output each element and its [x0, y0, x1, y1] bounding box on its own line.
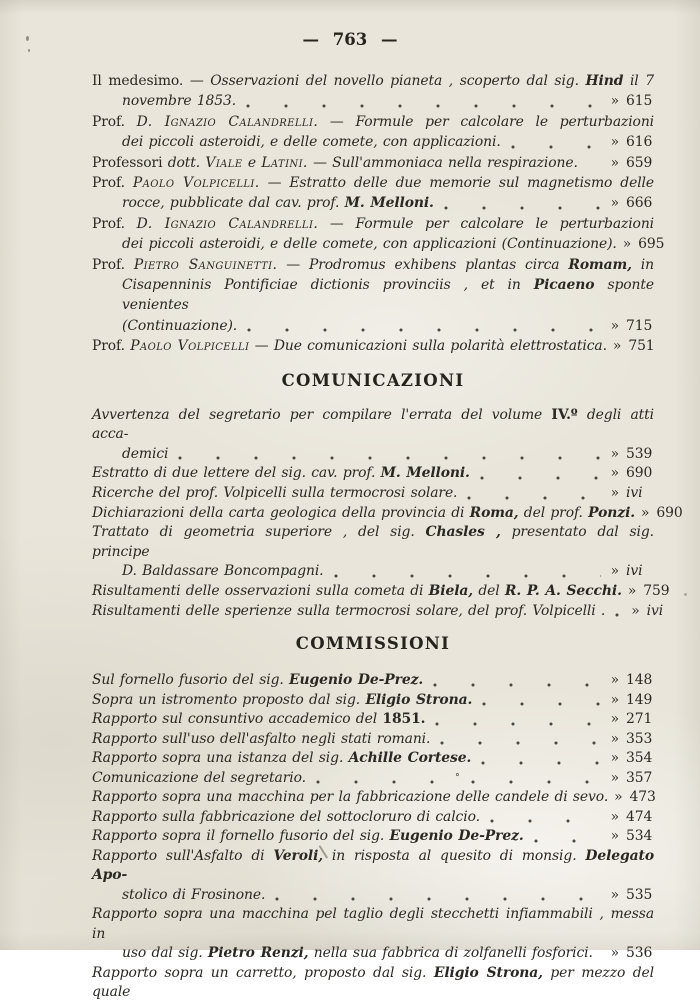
toc-line	[92, 523, 654, 562]
page-ref-value: 271	[626, 711, 653, 728]
guillemet-mark: »	[610, 154, 619, 171]
page-ref-value: 535	[626, 886, 653, 903]
toc-line	[92, 562, 654, 582]
text-segment: —	[249, 338, 274, 355]
page-ref	[623, 234, 666, 254]
text-segment: Prodromus exhibens plantas circa	[308, 256, 569, 273]
toc-text	[92, 769, 306, 789]
text-segment: Trattato di geometria superiore , del sig.	[92, 524, 426, 541]
toc-line	[92, 91, 654, 111]
text-segment: stolico di Frosinone.	[122, 886, 266, 903]
toc-line	[92, 464, 654, 484]
page-ref-value: 690	[626, 465, 653, 482]
dot-leader	[471, 780, 600, 784]
text-segment: Hind	[585, 73, 624, 89]
toc-line	[92, 193, 654, 213]
page-ref	[611, 691, 654, 711]
toc-text	[92, 112, 654, 132]
toc-text	[122, 91, 236, 111]
text-segment: Chasles ,	[425, 524, 501, 541]
text-segment: Rapporto sopra un carretto, proposto dal sig.	[92, 964, 434, 981]
page-ref-value: 715	[626, 317, 653, 334]
section-memorie	[92, 71, 665, 357]
page-ref	[611, 944, 654, 964]
toc-line	[92, 445, 654, 465]
toc-line	[92, 730, 654, 750]
toc-line	[92, 808, 654, 828]
page-ref-value: ivi	[626, 563, 643, 580]
page-ref-value: 474	[626, 808, 653, 825]
toc-text	[122, 316, 237, 336]
toc-line	[92, 406, 654, 445]
toc-line	[92, 964, 654, 1003]
text-segment: Rapporto sull'Asfalto di	[92, 847, 274, 864]
toc-text	[92, 523, 654, 562]
toc-line	[92, 691, 654, 711]
toc-text	[92, 730, 430, 750]
toc-text	[92, 808, 480, 828]
text-segment: Roma,	[469, 504, 519, 521]
text-segment: Eugenio De-Prez.	[389, 828, 524, 845]
text-segment: Viale	[205, 154, 243, 171]
dot-leader	[178, 456, 600, 460]
toc-text	[92, 71, 654, 91]
page-ref	[628, 582, 671, 602]
guillemet-mark: »	[612, 338, 622, 355]
toc-entries	[92, 71, 665, 357]
page-ref	[611, 153, 654, 173]
text-segment: Sul fornello fusorio del sig.	[92, 672, 289, 689]
toc-line	[92, 336, 654, 356]
page-ref-value: 354	[626, 750, 653, 767]
guillemet-mark: »	[610, 465, 619, 482]
guillemet-mark: »	[641, 504, 650, 521]
page-ref-value: 149	[626, 691, 653, 708]
toc-text	[92, 464, 470, 484]
guillemet-mark: »	[610, 730, 619, 747]
text-segment: Paolo Volpicelli.	[132, 175, 260, 192]
text-segment: Pietro Sanguinetti.	[133, 256, 278, 273]
toc-line	[92, 173, 654, 193]
toc-line	[92, 602, 664, 622]
page-ref	[611, 671, 654, 691]
page-ref	[611, 808, 654, 828]
toc-line	[92, 827, 654, 847]
dot-leader	[444, 206, 601, 210]
page-ref-value: 616	[626, 134, 653, 151]
text-segment: IV.º	[551, 406, 578, 423]
text-segment: Comunicazione del segretario.	[92, 769, 306, 786]
text-segment: Prof.	[92, 215, 137, 232]
guillemet-mark: »	[610, 711, 619, 728]
text-segment: rocce, pubblicate dal cav. prof.	[122, 195, 345, 212]
stray-mark: °	[455, 772, 460, 783]
toc-text	[92, 691, 472, 711]
text-segment: —	[277, 256, 309, 273]
text-segment: del	[473, 583, 505, 600]
toc-line	[92, 788, 654, 808]
page-ref	[611, 827, 654, 847]
text-segment: dei piccoli asteroidi, e delle comete, con applicazioni.	[122, 134, 501, 151]
text-segment: —	[318, 215, 356, 232]
text-segment: Rapporto sopra una macchina per la fabbricazione delle candele di sevo.	[92, 789, 609, 806]
text-segment: D. Ignazio Calandrelli.	[136, 215, 319, 232]
guillemet-mark: »	[610, 563, 619, 580]
dot-leader	[467, 496, 600, 500]
guillemet-mark: »	[610, 750, 619, 767]
page-ref	[611, 91, 654, 111]
guillemet-mark: »	[610, 945, 619, 962]
toc-line	[92, 234, 665, 254]
section-comunicazioni	[92, 370, 683, 622]
page-ref-value: 536	[626, 945, 653, 962]
guillemet-mark: »	[622, 236, 632, 253]
page-ref	[631, 602, 674, 622]
text-segment: M. Melloni.	[380, 465, 470, 482]
text-segment: (Continuazione).	[122, 317, 238, 334]
paper-speck	[684, 593, 687, 596]
guillemet-mark: »	[627, 583, 637, 600]
paper-speck	[28, 49, 30, 52]
toc-entries	[92, 671, 654, 1003]
page-ref	[611, 749, 654, 769]
text-segment: Rapporto sopra il fornello fusorio del sig.	[92, 828, 390, 845]
guillemet-mark: »	[610, 195, 619, 212]
toc-text	[92, 582, 622, 602]
dot-leader	[247, 328, 601, 332]
dot-leader	[482, 702, 600, 706]
section-commissioni	[92, 634, 654, 1003]
text-segment: Prof.	[92, 256, 134, 273]
guillemet-mark: »	[610, 769, 620, 786]
text-segment: dei piccoli asteroidi, e delle comete, con applicazioni (Continuazione).	[122, 236, 617, 253]
page-ref	[611, 484, 654, 504]
toc-line	[92, 944, 654, 964]
text-segment: novembre 1853.	[122, 93, 237, 110]
text-segment: R. P. A. Secchi.	[504, 583, 622, 600]
page-ref-value: ivi	[626, 485, 643, 502]
guillemet-mark: »	[610, 93, 619, 110]
toc-line	[92, 316, 654, 336]
text-segment: Due comunicazioni sulla polarità elettrostatica.	[273, 338, 607, 355]
text-segment: Sull'ammoniaca nella respirazione.	[332, 154, 578, 171]
dot-leader	[615, 613, 621, 617]
text-segment: Ricerche del prof. Volpicelli sulla termocrosi solare.	[92, 485, 458, 502]
page-ref	[613, 336, 656, 356]
guillemet-mark: »	[610, 134, 619, 151]
toc-text	[92, 255, 654, 275]
text-segment: Rapporto sull'uso dell'asfalto negli stati romani.	[92, 730, 431, 747]
dot-leader	[275, 897, 600, 901]
toc-text	[122, 234, 617, 254]
text-segment: per mezzo del quale	[92, 964, 654, 1001]
dot-leader	[433, 683, 601, 687]
text-segment: Ponzi.	[588, 504, 635, 521]
toc-line	[92, 71, 654, 91]
text-segment: Dichiarazioni della carta geologica della provincia di	[92, 504, 470, 521]
guillemet-mark: »	[610, 808, 619, 825]
toc-text	[92, 214, 654, 234]
dot-leader	[316, 780, 445, 784]
dot-leader	[490, 819, 601, 823]
text-segment: Eligio Strona,	[433, 964, 543, 981]
guillemet-mark: »	[610, 672, 619, 689]
text-segment: sponte venientes	[122, 277, 654, 314]
toc-line	[92, 905, 654, 944]
text-segment: Estratto di due lettere del sig. cav. prof.	[92, 465, 381, 482]
toc-text	[92, 153, 578, 173]
text-segment: Paolo Volpicelli	[130, 338, 250, 355]
page-ref-value: 759	[643, 583, 670, 600]
text-segment: degli atti acca-	[92, 406, 654, 443]
toc-text	[122, 193, 434, 213]
page-ref-value: 539	[626, 445, 653, 462]
text-segment: Osservazioni del novello pianeta , scoperto dal sig.	[210, 73, 586, 89]
text-segment: Veroli,	[273, 847, 324, 864]
page-ref	[641, 504, 684, 524]
page-ref-value: ivi	[646, 602, 664, 619]
page-ref-value: 751	[628, 338, 655, 355]
toc-line	[92, 255, 654, 275]
page-ref	[611, 886, 654, 906]
text-segment: Rapporto sul consuntivo accademico del	[92, 711, 383, 728]
text-segment: Formule per calcolare le perturbazioni	[355, 113, 655, 130]
guillemet-mark: »	[610, 445, 619, 462]
paper-speck	[26, 36, 29, 41]
toc-text	[92, 173, 654, 193]
toc-line	[92, 671, 654, 691]
toc-entries	[92, 406, 683, 622]
text-segment: —	[259, 175, 290, 192]
text-segment: —	[307, 154, 333, 171]
text-segment: Eugenio De-Prez.	[289, 672, 424, 689]
toc-line	[92, 710, 654, 730]
guillemet-mark: »	[610, 691, 619, 708]
dot-leader	[534, 839, 601, 843]
toc-text	[122, 944, 593, 964]
toc-line	[92, 214, 654, 234]
page-ref-value: 695	[638, 236, 665, 253]
text-segment: Rapporto sopra una macchina pel taglio degli stecchetti infiammabili , messa in	[92, 906, 654, 942]
toc-text	[92, 749, 471, 769]
dot-leader	[440, 741, 600, 745]
text-segment: Biela,	[428, 583, 474, 600]
toc-text	[122, 562, 324, 582]
text-segment: Prof.	[92, 338, 131, 355]
page-ref	[611, 710, 654, 730]
toc-line	[92, 582, 670, 602]
toc-text	[92, 847, 654, 886]
toc-line	[92, 886, 654, 906]
text-segment: Professori	[92, 154, 168, 171]
page-ref	[611, 316, 654, 336]
page-ref-value: 615	[626, 93, 653, 110]
page-ref-value: 473	[629, 789, 656, 806]
toc-line	[92, 112, 654, 132]
toc-line	[92, 275, 654, 316]
page-ref-value: 666	[626, 195, 653, 212]
guillemet-mark: »	[610, 317, 619, 334]
toc-content	[0, 71, 700, 1003]
text-segment: dott.	[167, 154, 206, 171]
page-ref	[611, 562, 654, 582]
text-segment: Estratto delle due memorie sul magnetismo delle	[289, 175, 655, 192]
dot-leader	[435, 722, 600, 726]
toc-line	[92, 847, 654, 886]
text-segment: Romam,	[568, 256, 632, 273]
toc-text	[92, 504, 635, 524]
text-segment: uso dal sig.	[122, 945, 208, 962]
text-segment: D. Baldassare Boncompagni.	[122, 563, 324, 580]
toc-line	[92, 749, 654, 769]
section-heading-commissioni: COMMISSIONI	[295, 634, 451, 654]
text-segment: M. Melloni.	[344, 195, 434, 212]
section-heading-comunicazioni: COMUNICAZIONI	[281, 370, 465, 390]
toc-text	[122, 886, 265, 906]
text-segment: D. Ignazio Calandrelli.	[136, 113, 319, 130]
guillemet-mark: »	[631, 602, 640, 619]
toc-text	[92, 336, 607, 356]
text-segment: Picaeno	[533, 277, 595, 294]
text-segment: in	[631, 256, 655, 273]
text-segment: Achille Cortese.	[348, 750, 472, 767]
page-ref	[611, 132, 654, 152]
toc-text	[122, 445, 168, 465]
text-segment: 1851.	[382, 711, 426, 728]
page-ref	[611, 730, 654, 750]
page-ref-value: 353	[626, 730, 653, 747]
dot-leader	[246, 104, 601, 108]
text-segment: Formule per calcolare le perturbazioni	[355, 215, 655, 232]
guillemet-mark: »	[610, 485, 619, 502]
text-segment: Risultamenti delle osservazioni sulla cometa di	[92, 583, 429, 600]
dot-leader	[480, 476, 601, 480]
text-segment: nella sua fabbrica di zolfanelli fosforici.	[308, 945, 593, 962]
text-segment: Sopra un istromento proposto dal sig.	[92, 691, 366, 708]
toc-text	[92, 905, 654, 944]
toc-text	[122, 132, 501, 152]
toc-text	[92, 602, 605, 622]
toc-text	[122, 275, 654, 316]
guillemet-mark: »	[610, 828, 619, 845]
page-ref-value: 148	[626, 672, 653, 689]
text-segment: Prof.	[92, 175, 133, 192]
text-segment: Avvertenza del segretario per compilare l'errata del volume	[92, 406, 552, 423]
toc-line	[92, 769, 654, 789]
toc-text	[92, 827, 524, 847]
toc-text	[92, 406, 654, 445]
text-segment: Prof.	[92, 113, 137, 130]
text-segment: il 7	[623, 73, 654, 89]
toc-text	[92, 671, 423, 691]
page-ref-value: 357	[626, 769, 653, 786]
dot-leader	[511, 145, 601, 149]
toc-text	[92, 710, 425, 730]
page-ref	[611, 193, 654, 213]
text-segment: Il medesimo. —	[92, 73, 211, 89]
text-segment: Risultamenti delle sperienze sulla termocrosi solare, del prof. Volpicelli .	[92, 602, 606, 619]
text-segment: e	[242, 154, 262, 171]
dot-leader	[334, 574, 601, 578]
text-segment: Rapporto sopra una istanza del sig.	[92, 750, 349, 767]
toc-text	[92, 964, 654, 1003]
text-segment: Delegato Apo-	[92, 847, 655, 884]
text-segment: presentato dal sig. principe	[92, 524, 654, 560]
text-segment: Cisapenninis Pontificiae dictionis provinciis , et in	[122, 277, 534, 294]
toc-line	[92, 504, 683, 524]
text-segment: Eligio Strona.	[365, 691, 473, 708]
text-segment: in risposta al quesito di monsig.	[323, 847, 586, 864]
text-segment: demici	[122, 445, 169, 462]
page-ref	[611, 445, 654, 465]
page-ref-value: 534	[626, 828, 653, 845]
text-segment: Rapporto sulla fabbricazione del sottocloruro di calcio.	[92, 808, 480, 825]
toc-line	[92, 484, 654, 504]
page-ref	[611, 769, 654, 789]
text-segment: del prof.	[518, 504, 589, 521]
page-ref	[611, 464, 654, 484]
page-ref	[614, 788, 657, 808]
page-ref-value: 659	[626, 154, 653, 171]
guillemet-mark: »	[614, 789, 623, 806]
toc-line	[92, 132, 654, 152]
page-ref-value: 690	[656, 504, 683, 521]
guillemet-mark: »	[610, 886, 619, 903]
toc-line	[92, 153, 654, 173]
dot-leader	[481, 761, 600, 765]
text-segment: Latini.	[261, 154, 308, 171]
text-segment: —	[318, 113, 356, 130]
page-number-header: — 763 —	[302, 30, 398, 49]
toc-text	[92, 788, 608, 808]
text-segment: Pietro Renzi,	[207, 945, 309, 962]
toc-text	[92, 484, 457, 504]
